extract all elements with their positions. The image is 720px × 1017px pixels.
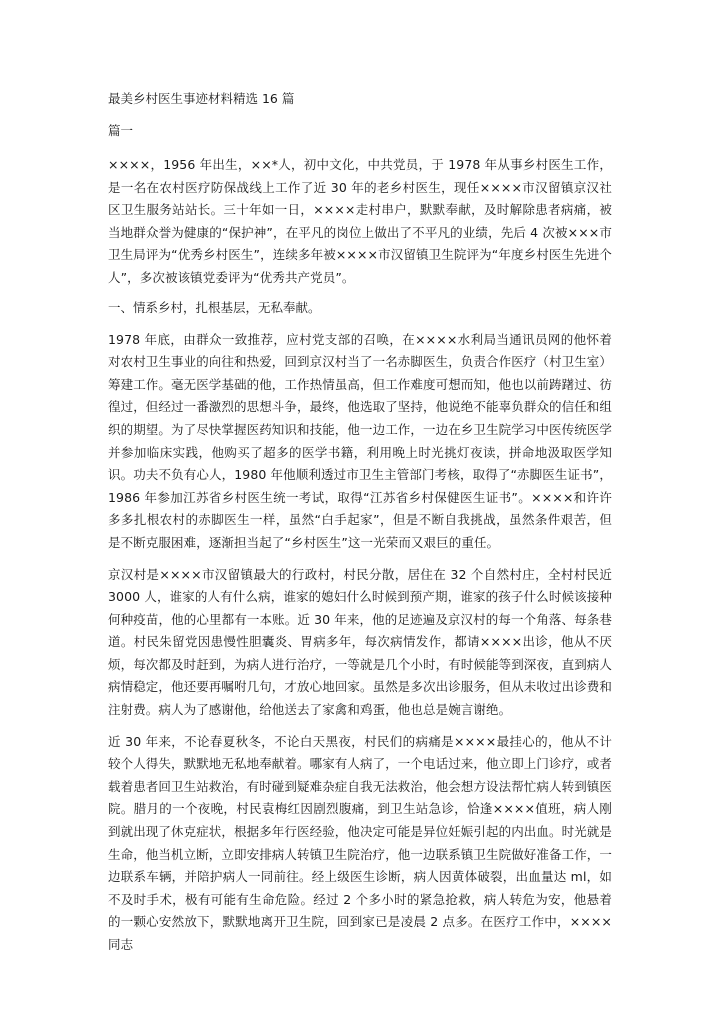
- paragraph-30-years: 近 30 年来，不论春夏秋冬，不论白天黑夜，村民们的病痛是××××最挂心的，他从不计较个人得失，默默地无私地奉献着。哪家有人病了，一个电话过来，他立即上门诊疗，或者载着患者回卫生站救治，有时碰到疑难杂症自我无法救治，他会想方设法帮忙病人转到镇医院。腊月的一个夜晚，村民袁梅红因剧烈腹痛，到卫生站急诊，恰逢××××值班，病人刚到就出现了休克症状，根据多年行医经验，他决定可能是异位妊娠引起的内出血。时光就是生命，他当机立断，立即安排病人转镇卫生院治疗，他一边联系镇卫生院做好准备工作，一边联系车辆，并陪护病人一同前往。经上级医生诊断，病人因黄体破裂，出血量达 ml，如不及时手术，极有可能有生命危险。经过 2 个多小时的紧急抢救，病人转危为安，他悬着的一颗心安然放下，默默地离开卫生院，回到家已是凌晨 2 点多。在医疗工作中，××××同志: [108, 733, 613, 952]
- document-title: 最美乡村医生事迹材料精选 16 篇: [108, 91, 295, 106]
- section-label: 篇一: [108, 123, 134, 138]
- paragraph-intro: ××××，1956 年出生，××*人，初中文化，中共党员，于 1978 年从事乡村医生工作，是一名在农村医疗防保战线上工作了近 30 年的老乡村医生，现任××××市汉留镇京汉社区卫生服务站站长。三十年如一日，××××走村串户，默默奉献，及时解除患者病痛，被当地群众誉为健康的“保护神”，在平凡的岗位上做出了不平凡的业绩，先后 4 次被×××市卫生局评为“优秀乡村医生”，连续多年被××××市汉留镇卫生院评为“年度乡村医生先进个人”，多次被该镇党委评为“优秀共产党员”。: [108, 157, 612, 285]
- paragraph-jinghan-village: 京汉村是××××市汉留镇最大的行政村，村民分散，居住在 32 个自然村庄，全村村民近 3000 人，谁家的人有什么病，谁家的媳妇什么时候到预产期，谁家的孩子什么时候该接种何种疫苗，他的心里都有一本账。近 30 年来，他的足迹遍及京汉村的每一个角落、每条巷道。村民朱留党因患慢性胆囊炎、胃病多年，每次病情发作，都请××××出诊，他从不厌烦，每次都及时赶到，为病人进行治疗，一等就是几个小时，有时候能等到深夜，直到病人病情稳定，他还要再嘱咐几句，才放心地回家。虽然是多次出诊服务，但从未收过出诊费和注射费。病人为了感谢他，给他送去了家禽和鸡蛋，他也总是婉言谢绝。: [108, 566, 613, 718]
- paragraph-1978: 1978 年底，由群众一致推荐，应村党支部的召唤，在××××水利局当通讯员网的他怀着对农村卫生事业的向往和热爱，回到京汉村当了一名赤脚医生，负责合作医疗（村卫生室）筹建工作。毫无医学基础的他，工作热情虽高，但工作难度可想而知，他也以前踌躇过、彷徨过，但经过一番激烈的思想斗争，最终，他选取了坚持，他说绝不能辜负群众的信任和组织的期望。为了尽快掌握医药知识和技能，他一边工作，一边在乡卫生院学习中医传统医学并参加临床实践，他购买了超多的医学书籍，利用晚上时光挑灯夜读，拼命地汲取医学知识。功夫不负有心人，1980 年他顺利透过市卫生主管部门考核，取得了“赤脚医生证书”，1986 年参加江苏省乡村医生统一考试，取得“江苏省乡村保健医生证书”。××××和许许多多扎根农村的赤脚医生一样，虽然“白手起家”，但是不断自我挑战，虽然条件艰苦，但是不断克服困难，逐渐担当起了“乡村医生”这一光荣而又艰巨的重任。: [108, 331, 613, 550]
- section-heading: 一、情系乡村，扎根基层，无私奉献。: [108, 299, 321, 315]
